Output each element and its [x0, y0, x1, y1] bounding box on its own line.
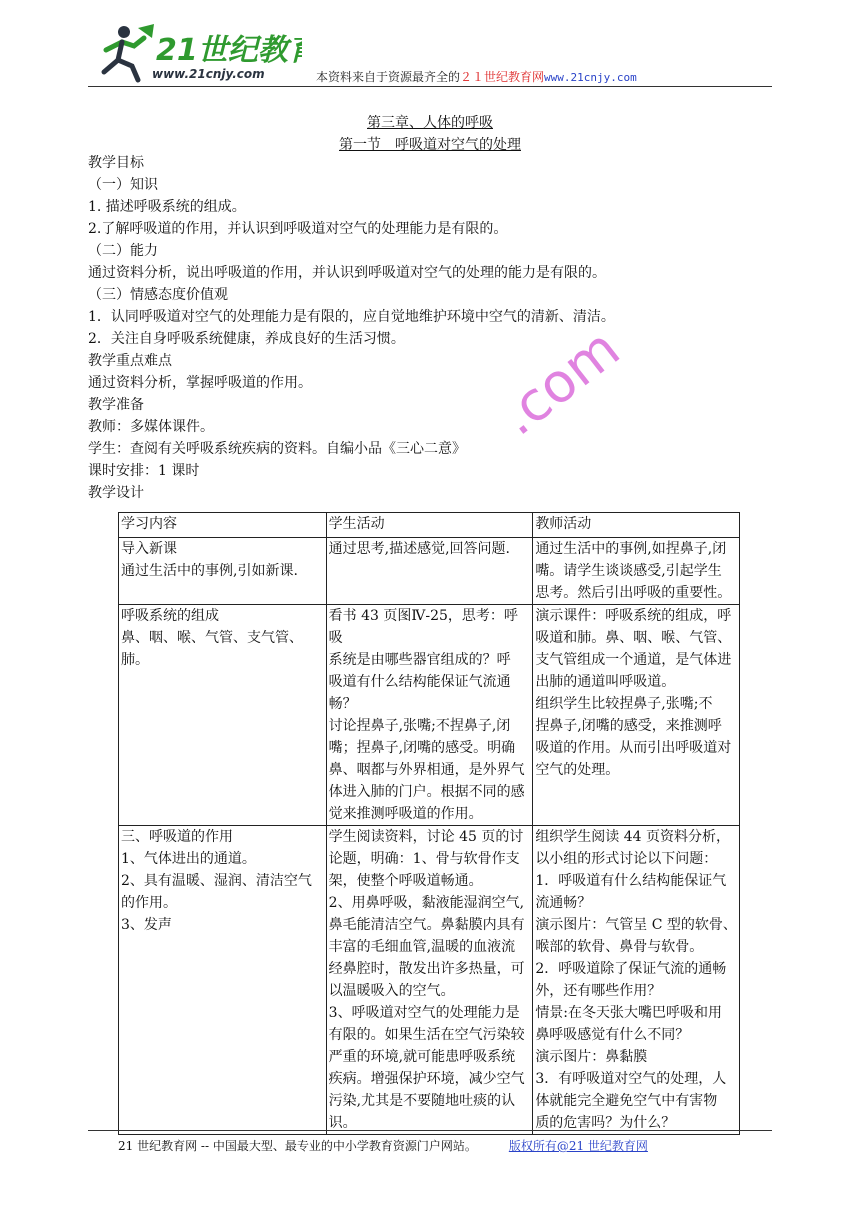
text-line: 2.了解呼吸道的作用，并认识到呼吸道对空气的处理能力是有限的。 [88, 221, 508, 237]
text-line: 教学目标 [88, 155, 144, 171]
lesson-plan-text [88, 152, 778, 504]
text-line: 2．关注自身呼吸系统健康，养成良好的生活习惯。 [88, 331, 405, 347]
cell-line: 演示图片：鼻黏膜 [535, 1049, 648, 1065]
cell-line: 2、具有温暖、湿润、清洁空气 [121, 873, 312, 889]
cell-line: 体进入肺的门户。根据不同的感 [328, 784, 525, 800]
table-row [119, 538, 740, 605]
header-note-prefix: 本资料来自于资源最齐全的 [316, 70, 461, 84]
text-line: （二）能力 [88, 243, 158, 259]
footer-copyright-link[interactable]: 版权所有@21 世纪教育网 [508, 1139, 648, 1153]
cell-line: 以温暖吸入的空气。 [328, 983, 455, 999]
cell-line: 捏鼻子,闭嘴的感受，来推测呼 [535, 718, 722, 734]
content-cell [119, 605, 327, 826]
header-note [316, 68, 637, 85]
footer [118, 1137, 648, 1154]
cell-line: 3．有呼吸道对空气的处理，人 [535, 1071, 727, 1087]
cell-line: 出肺的通道叫呼吸道。 [535, 674, 676, 690]
cell-line: 污染,尤其是不要随地吐痰的认 [328, 1093, 516, 1109]
cell-line: 喉部的软骨、鼻骨与软骨。 [535, 939, 704, 955]
cell-line: 觉来推测呼吸道的作用。 [328, 806, 483, 822]
cell-line: 导入新课 [121, 541, 177, 557]
text-line: 通过资料分析，掌握呼吸道的作用。 [88, 375, 312, 391]
chapter-title: 第三章、人体的呼吸 [367, 115, 493, 131]
cell-line: 鼻、咽都与外界相通，是外界气 [328, 762, 525, 778]
header-divider [88, 86, 772, 87]
cell-line: 讨论捏鼻子,张嘴;不捏鼻子,闭 [328, 718, 511, 734]
table-row [119, 605, 740, 826]
cell-line: 学生阅读资料，讨论 45 页的讨 [328, 829, 524, 845]
text-line: 教学重点难点 [88, 353, 172, 369]
cell-line: 支气管组成一个通道，是气体进 [535, 652, 732, 668]
header-cell-teacher: 教师活动 [533, 513, 740, 538]
teacher-cell [533, 826, 740, 1135]
cell-line: 识。 [328, 1115, 357, 1131]
text-line: （一）知识 [88, 177, 158, 193]
cell-line: 吸道和肺。鼻、咽、喉、气管、 [535, 630, 732, 646]
cell-line: 外，还有哪些作用？ [535, 983, 662, 999]
cell-line: 呼吸系统的组成 [121, 608, 219, 624]
cell-line: 丰富的毛细血管,温暖的血液流 [328, 939, 516, 955]
cell-line: 3、呼吸道对空气的处理能力是 [328, 1005, 520, 1021]
header-note-site[interactable]: ２１世纪教育网 [460, 70, 545, 84]
logo-url: www.21cnjy.com [152, 67, 265, 81]
cell-line: 体就能完全避免空气中有害物 [535, 1093, 718, 1109]
cell-line: 鼻毛能清洁空气。鼻黏膜内具有 [328, 917, 525, 933]
student-cell [326, 538, 533, 605]
cell-line: 通过生活中的事例,如捏鼻子,闭 [535, 541, 727, 557]
cell-line: 2、用鼻呼吸，黏液能湿润空气, [328, 895, 525, 911]
cell-line: 嘴。请学生谈谈感受,引起学生 [535, 563, 722, 579]
cell-line: 严重的环境,就可能患呼吸系统 [328, 1049, 516, 1065]
cell-line: 通过生活中的事例,引如新课. [121, 563, 298, 579]
cell-line: 1．呼吸道有什么结构能保证气 [535, 873, 727, 889]
cell-line: 吸道的作用。从而引出呼吸道对 [535, 740, 732, 756]
teaching-design-table [118, 512, 740, 1135]
cell-line: 的作用。 [121, 895, 177, 911]
cell-line: 组织学生阅读 44 页资料分析， [535, 829, 731, 845]
section-title: 第一节 呼吸道对空气的处理 [339, 137, 521, 153]
cell-line: 鼻、咽、喉、气管、支气管、肺。 [121, 630, 303, 668]
text-line: 教师：多媒体课件。 [88, 419, 214, 435]
content-cell [119, 826, 327, 1135]
teacher-cell [533, 538, 740, 605]
cell-line: 1、气体进出的通道。 [121, 851, 256, 867]
cell-line: 论题，明确：1、骨与软骨作支 [328, 851, 520, 867]
text-line: 教学设计 [88, 485, 144, 501]
footer-text: 21 世纪教育网 -- 中国最大型、最专业的中小学教育资源门户网站。 [118, 1139, 477, 1153]
cell-line: 演示课件：呼吸系统的组成，呼 [535, 608, 732, 624]
cell-line: 组织学生比较捏鼻子,张嘴;不 [535, 696, 713, 712]
table-row [119, 826, 740, 1135]
cell-line: 以小组的形式讨论以下问题： [535, 851, 718, 867]
cell-line: 情景:在冬天张大嘴巴呼吸和用 [535, 1005, 723, 1021]
cell-line: 流通畅？ [535, 895, 592, 911]
cell-line: 经鼻腔时，散发出许多热量，可 [328, 961, 525, 977]
cell-line: 三、呼吸道的作用 [121, 829, 233, 845]
text-line: 1．认同呼吸道对空气的处理能力是有限的，应自觉地维护环境中空气的清新、清洁。 [88, 309, 615, 325]
cell-line: 畅？ [328, 696, 357, 712]
cell-line: 空气的处理。 [535, 762, 620, 778]
cell-line: 思考。然后引出呼吸的重要性。 [535, 585, 732, 601]
content-cell [119, 538, 327, 605]
cell-line: 鼻呼吸感觉有什么不同？ [535, 1027, 690, 1043]
text-line: 学生：查阅有关呼吸系统疾病的资料。自编小品《三心二意》 [88, 441, 466, 457]
site-logo[interactable] [92, 20, 302, 84]
cell-line: 质的危害吗？为什么？ [535, 1115, 676, 1131]
cell-line: 演示图片：气管呈 C 型的软骨、 [535, 917, 737, 933]
cell-line: 系统是由哪些器官组成的？呼 [328, 652, 511, 668]
header-note-url[interactable]: www.21cnjy.com [544, 71, 637, 84]
text-line: （三）情感态度价值观 [88, 287, 228, 303]
footer-divider [88, 1130, 772, 1131]
header-cell-content: 学习内容 [119, 513, 327, 538]
cell-line: 嘴；捏鼻子,闭嘴的感受。明确 [328, 740, 516, 756]
header-cell-student: 学生活动 [326, 513, 533, 538]
cell-line: 吸道有什么结构能保证气流通 [328, 674, 511, 690]
text-line: 1. 描述呼吸系统的组成。 [88, 199, 246, 215]
cell-line: 疾病。增强保护环境，减少空气 [328, 1071, 525, 1087]
text-line: 通过资料分析，说出呼吸道的作用，并认识到呼吸道对空气的处理的能力是有限的。 [88, 265, 606, 281]
cell-line: 架，使整个呼吸道畅通。 [328, 873, 483, 889]
logo-text: 21世纪教育 [156, 33, 302, 68]
text-line: 课时安排：1 课时 [88, 463, 200, 479]
cell-line: 看书 43 页图Ⅳ-25，思考：呼吸 [328, 608, 518, 646]
student-cell [326, 826, 533, 1135]
student-cell [326, 605, 533, 826]
text-line: 教学准备 [88, 397, 144, 413]
cell-line: 3、发声 [121, 917, 172, 933]
cell-line: 有限的。如果生活在空气污染较 [328, 1027, 525, 1043]
logo-graphic [92, 20, 302, 84]
cell-line: 通过思考,描述感觉,回答问题. [328, 541, 511, 557]
cell-line: 2．呼吸道除了保证气流的通畅 [535, 961, 727, 977]
teacher-cell [533, 605, 740, 826]
table-header-row [119, 513, 740, 538]
watermark: .com [488, 316, 632, 448]
